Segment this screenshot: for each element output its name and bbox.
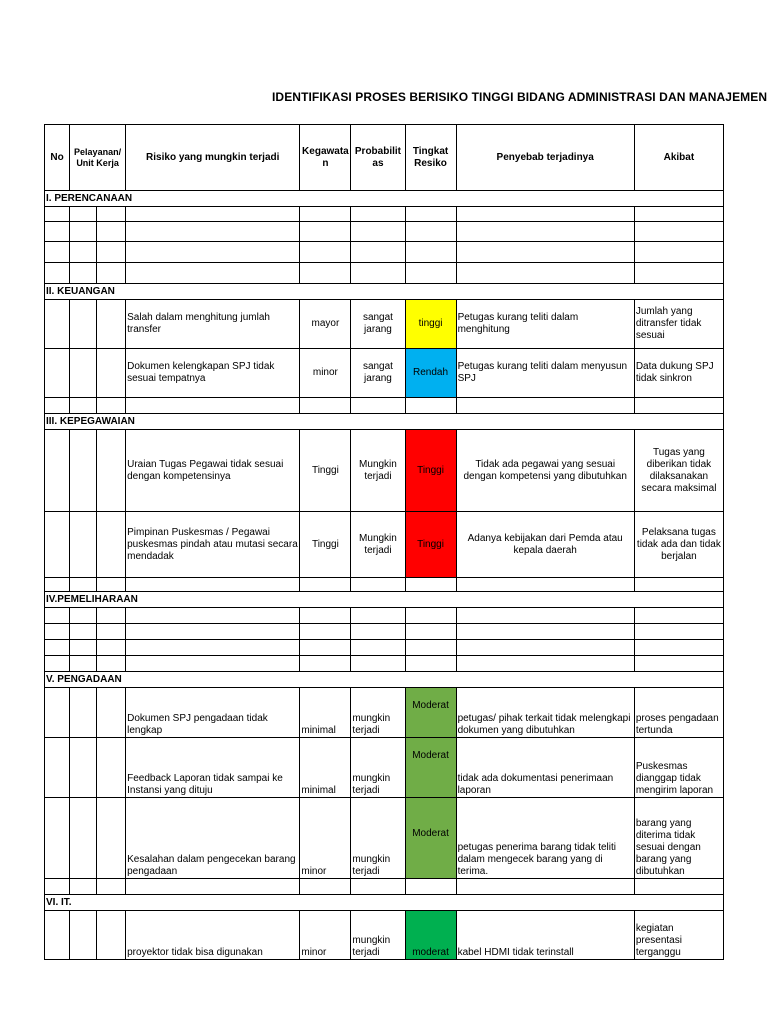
table-row xyxy=(45,349,724,398)
cell-kegawatan: Tinggi xyxy=(300,512,351,578)
section-keuangan: II. KEUANGAN xyxy=(45,284,724,300)
section-kepegawaian: III. KEPEGAWAIAN xyxy=(45,414,724,430)
cell-probabilitas: sangat jarang xyxy=(351,300,405,349)
section-row xyxy=(45,191,724,207)
empty-row xyxy=(45,624,724,640)
risk-table xyxy=(44,124,724,960)
cell-probabilitas: mungkin terjadi xyxy=(351,738,405,798)
section-pemeliharaan: IV.PEMELIHARAAN xyxy=(45,592,724,608)
cell-penyebab: tidak ada dokumentasi penerimaan laporan xyxy=(456,738,634,798)
risk-level-badge: Tinggi xyxy=(405,430,456,512)
risk-level-badge: Moderat xyxy=(405,688,456,738)
header-akibat: Akibat xyxy=(634,125,723,191)
risk-level-badge: Moderat xyxy=(405,738,456,798)
table-row xyxy=(45,911,724,960)
cell-akibat: Tugas yang diberikan tidak dilaksanakan secara maksimal xyxy=(634,430,723,512)
table-row xyxy=(45,798,724,879)
cell-penyebab: kabel HDMI tidak terinstall xyxy=(456,911,634,960)
cell-risiko: Kesalahan dalam pengecekan barang pengadaan xyxy=(126,798,300,879)
cell-risiko: Feedback Laporan tidak sampai ke Instansi yang dituju xyxy=(126,738,300,798)
empty-row xyxy=(45,640,724,656)
empty-row xyxy=(45,242,724,263)
cell-probabilitas: Mungkin terjadi xyxy=(351,512,405,578)
header-penyebab: Penyebab terjadinya xyxy=(456,125,634,191)
header-no: No xyxy=(45,125,70,191)
table-row xyxy=(45,512,724,578)
empty-row xyxy=(45,608,724,624)
section-row xyxy=(45,895,724,911)
cell-penyebab: petugas/ pihak terkait tidak melengkapi dokumen yang dibutuhkan xyxy=(456,688,634,738)
header-unit: Pelayanan/ Unit Kerja xyxy=(70,125,126,191)
cell-akibat: Puskesmas dianggap tidak mengirim laporan xyxy=(634,738,723,798)
table-row xyxy=(45,300,724,349)
cell-kegawatan: minimal xyxy=(300,738,351,798)
cell-akibat: Data dukung SPJ tidak sinkron xyxy=(634,349,723,398)
cell-akibat: barang yang diterima tidak sesuai dengan barang yang dibutuhkan xyxy=(634,798,723,879)
cell-penyebab: Petugas kurang teliti dalam menyusun SPJ xyxy=(456,349,634,398)
section-pengadaan: V. PENGADAAN xyxy=(45,672,724,688)
table-header-row xyxy=(45,125,724,191)
cell-penyebab: Adanya kebijakan dari Pemda atau kepala daerah xyxy=(456,512,634,578)
cell-akibat: Pelaksana tugas tidak ada dan tidak berjalan xyxy=(634,512,723,578)
section-row xyxy=(45,592,724,608)
cell-akibat: kegiatan presentasi terganggu xyxy=(634,911,723,960)
cell-kegawatan: minor xyxy=(300,349,351,398)
cell-akibat: proses pengadaan tertunda xyxy=(634,688,723,738)
empty-row xyxy=(45,879,724,895)
cell-penyebab: Petugas kurang teliti dalam menghitung xyxy=(456,300,634,349)
empty-row xyxy=(45,207,724,222)
cell-kegawatan: Tinggi xyxy=(300,430,351,512)
cell-risiko: proyektor tidak bisa digunakan xyxy=(126,911,300,960)
section-it: VI. IT. xyxy=(45,895,724,911)
cell-probabilitas: mungkin terjadi xyxy=(351,798,405,879)
cell-risiko: Dokumen kelengkapan SPJ tidak sesuai tempatnya xyxy=(126,349,300,398)
header-risiko: Risiko yang mungkin terjadi xyxy=(126,125,300,191)
cell-kegawatan: minimal xyxy=(300,688,351,738)
cell-kegawatan: mayor xyxy=(300,300,351,349)
header-kegawatan: Kegawatan xyxy=(300,125,351,191)
empty-row xyxy=(45,656,724,672)
empty-row xyxy=(45,578,724,592)
section-perencanaan: I. PERENCANAAN xyxy=(45,191,724,207)
section-row xyxy=(45,414,724,430)
section-row xyxy=(45,284,724,300)
cell-risiko: Uraian Tugas Pegawai tidak sesuai dengan kompetensinya xyxy=(126,430,300,512)
cell-kegawatan: minor xyxy=(300,798,351,879)
cell-akibat: Jumlah yang ditransfer tidak sesuai xyxy=(634,300,723,349)
risk-level-badge: Rendah xyxy=(405,349,456,398)
cell-risiko: Dokumen SPJ pengadaan tidak lengkap xyxy=(126,688,300,738)
cell-probabilitas: mungkin terjadi xyxy=(351,911,405,960)
table-row xyxy=(45,738,724,798)
risk-level-badge: Tinggi xyxy=(405,512,456,578)
cell-kegawatan: minor xyxy=(300,911,351,960)
risk-level-badge: Moderat xyxy=(405,798,456,879)
cell-penyebab: Tidak ada pegawai yang sesuai dengan kompetensi yang dibutuhkan xyxy=(456,430,634,512)
empty-row xyxy=(45,263,724,284)
document-title: IDENTIFIKASI PROSES BERISIKO TINGGI BIDANG ADMINISTRASI DAN MANAJEMEN xyxy=(272,90,768,104)
section-row xyxy=(45,672,724,688)
header-probabilitas: Probabilitas xyxy=(351,125,405,191)
cell-probabilitas: mungkin terjadi xyxy=(351,688,405,738)
risk-level-badge: tinggi xyxy=(405,300,456,349)
empty-row xyxy=(45,222,724,242)
cell-risiko: Salah dalam menghitung jumlah transfer xyxy=(126,300,300,349)
cell-probabilitas: Mungkin terjadi xyxy=(351,430,405,512)
cell-penyebab: petugas penerima barang tidak teliti dalam mengecek barang yang di terima. xyxy=(456,798,634,879)
header-tingkat: Tingkat Resiko xyxy=(405,125,456,191)
empty-row xyxy=(45,398,724,414)
table-row xyxy=(45,688,724,738)
risk-level-badge: moderat xyxy=(405,911,456,960)
table-row xyxy=(45,430,724,512)
cell-risiko: Pimpinan Puskesmas / Pegawai puskesmas pindah atau mutasi secara mendadak xyxy=(126,512,300,578)
cell-probabilitas: sangat jarang xyxy=(351,349,405,398)
